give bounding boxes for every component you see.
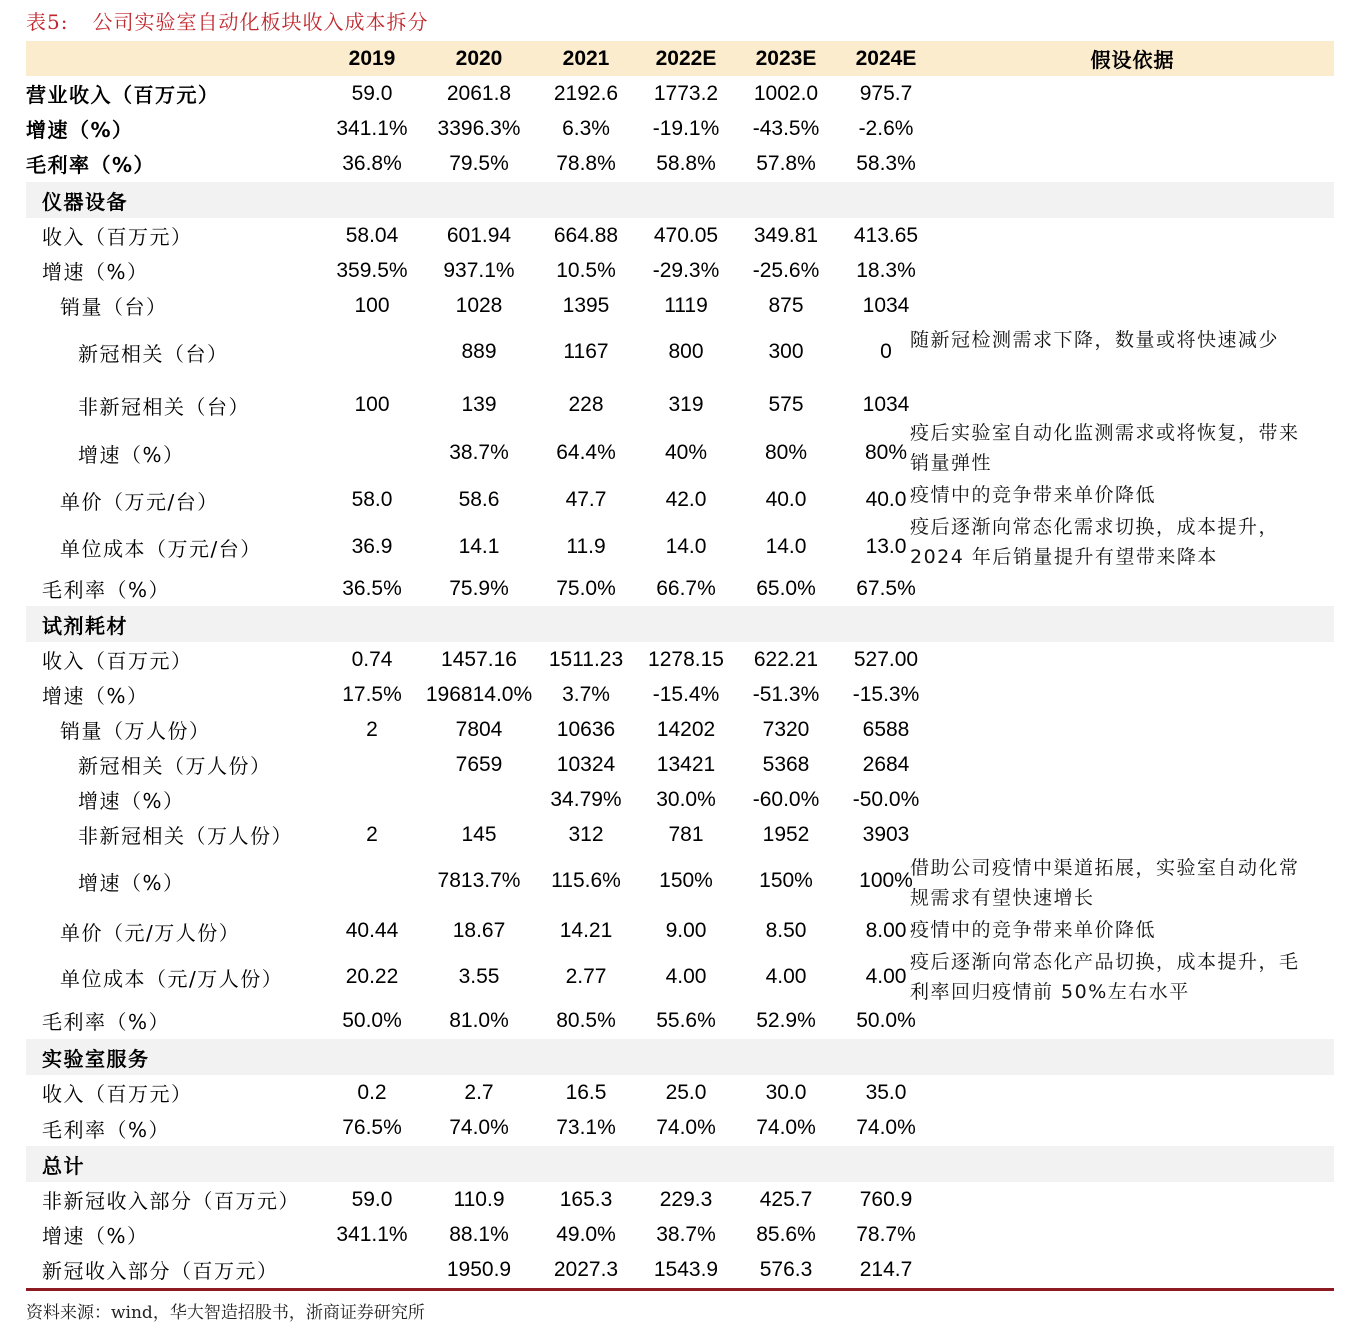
table-row	[26, 253, 1334, 288]
value-cell: 16.5	[565, 1080, 607, 1104]
value-cell: 349.81	[753, 223, 819, 247]
value-cell: 66.7%	[656, 576, 716, 600]
value-cell: 40.44	[345, 919, 399, 942]
section-header-row	[26, 182, 1334, 218]
value-cell: 1167	[563, 340, 609, 363]
value-cell: 0	[880, 340, 892, 363]
value-cell: 1034	[862, 393, 910, 416]
row-label: 增速（%）	[42, 1224, 149, 1248]
row-label: 毛利率（%）	[42, 1010, 171, 1034]
bottom-rule	[26, 1288, 1334, 1291]
value-cell: 3396.3%	[437, 116, 521, 140]
value-cell: 7804	[455, 717, 503, 741]
column-header: 2021	[562, 46, 610, 70]
value-cell: 312	[568, 822, 604, 846]
value-cell: 9.00	[665, 919, 707, 942]
value-cell	[320, 747, 424, 782]
value-cell: 1952	[762, 822, 810, 846]
section-header-row	[26, 606, 1334, 642]
value-cell: 4.00	[865, 965, 907, 988]
row-label: 新冠收入部分（百万元）	[42, 1259, 279, 1283]
section-header-row	[26, 1146, 1334, 1182]
value-cell: 57.8%	[756, 151, 816, 175]
value-cell: 67.5%	[856, 576, 916, 600]
value-cell: 81.0%	[449, 1008, 509, 1032]
value-cell: -43.5%	[752, 116, 820, 140]
value-cell: 576.3	[759, 1257, 813, 1281]
value-cell	[320, 429, 424, 477]
value-cell: -15.3%	[852, 682, 920, 706]
value-cell: 1543.9	[653, 1257, 719, 1281]
value-cell: 359.5%	[336, 258, 408, 282]
table-row	[26, 571, 1334, 606]
table-row	[26, 817, 1334, 852]
value-cell: 601.94	[446, 223, 512, 247]
value-cell: 58.8%	[656, 151, 716, 175]
value-cell: 1002.0	[753, 81, 819, 105]
column-header: 2023E	[755, 46, 817, 70]
value-cell: 40.0	[865, 488, 907, 511]
row-label: 单位成本（元/万人份）	[60, 966, 284, 991]
row-label: 单价（元/万人份）	[60, 920, 241, 945]
value-cell: 59.0	[351, 81, 393, 105]
value-cell: 14202	[656, 717, 716, 741]
row-label: 增速（%）	[78, 870, 185, 895]
row-label: 增速（%）	[78, 789, 185, 813]
value-cell: 76.5%	[342, 1116, 402, 1139]
value-cell: 18.67	[452, 919, 506, 942]
value-cell: 58.3%	[856, 151, 916, 175]
value-cell: 14.0	[665, 535, 707, 558]
table-row	[26, 1002, 1334, 1039]
row-label: 增速（%）	[42, 260, 149, 284]
value-cell: 6.3%	[562, 116, 610, 140]
value-cell: 800	[668, 340, 704, 363]
value-cell: 150%	[659, 869, 713, 892]
value-cell: 3.55	[458, 965, 500, 988]
header-row	[26, 41, 1334, 76]
value-cell: 1119	[664, 293, 708, 317]
table-row	[26, 712, 1334, 747]
value-cell: 229.3	[659, 1187, 713, 1211]
value-cell: 50.0%	[856, 1008, 916, 1032]
value-cell: 145	[461, 822, 497, 846]
section-label: 试剂耗材	[42, 613, 128, 638]
value-cell: 150%	[759, 869, 813, 892]
table-caption: 公司实验室自动化板块收入成本拆分	[92, 10, 429, 34]
value-cell: 139	[461, 393, 497, 416]
value-cell: 25.0	[665, 1080, 707, 1104]
value-cell: 975.7	[859, 81, 913, 105]
table-row	[26, 1252, 1334, 1287]
value-cell: 74.0%	[656, 1116, 716, 1139]
column-header: 2024E	[855, 46, 917, 70]
value-cell: 52.9%	[756, 1008, 816, 1032]
value-cell: 2061.8	[446, 81, 512, 105]
value-cell: 2192.6	[553, 81, 619, 105]
row-label: 营业收入（百万元）	[26, 83, 220, 107]
value-cell: 10636	[556, 717, 616, 741]
value-cell: -19.1%	[652, 116, 720, 140]
value-cell: -2.6%	[858, 116, 914, 140]
value-cell: 79.5%	[449, 151, 509, 175]
value-cell: -50.0%	[852, 787, 920, 811]
value-cell: 425.7	[759, 1187, 813, 1211]
row-label: 单位成本（万元/台）	[60, 536, 262, 561]
value-cell	[320, 323, 424, 381]
value-cell: 115.6%	[551, 869, 621, 892]
value-cell: 7659	[455, 752, 503, 776]
value-cell: 527.00	[853, 647, 919, 671]
value-cell: 165.3	[559, 1187, 613, 1211]
value-cell: 17.5%	[342, 682, 402, 706]
value-cell: 5368	[762, 752, 810, 776]
value-cell: 80.5%	[556, 1008, 616, 1032]
value-cell: 55.6%	[656, 1008, 716, 1032]
value-cell: 58.0	[351, 488, 393, 511]
value-cell: 14.1	[458, 535, 500, 558]
table-row	[26, 111, 1334, 146]
value-cell: 3903	[862, 822, 910, 846]
value-cell: 47.7	[565, 488, 607, 511]
value-cell: 30.0%	[656, 787, 716, 811]
row-label: 销量（台）	[60, 295, 168, 319]
note-reagent-cost: 疫后逐渐向常态化产品切换，成本提升，毛利率回归疫情前 50%左右水平	[910, 951, 1300, 1003]
value-cell	[320, 782, 424, 817]
row-label: 毛利率（%）	[42, 1117, 171, 1142]
row-label: 毛利率（%）	[42, 578, 171, 602]
value-cell: 100	[354, 393, 390, 416]
value-cell: 38.7%	[656, 1222, 716, 1246]
value-cell: 214.7	[859, 1257, 913, 1281]
value-cell: 196814.0%	[425, 682, 533, 706]
row-label: 收入（百万元）	[42, 225, 193, 249]
value-cell: 59.0	[351, 1187, 393, 1211]
value-cell: 3.7%	[562, 682, 610, 706]
value-cell: 0.2	[357, 1080, 387, 1104]
table-row	[26, 1217, 1334, 1252]
value-cell: 470.05	[653, 223, 719, 247]
value-cell: 50.0%	[342, 1008, 402, 1032]
value-cell: 38.7%	[449, 441, 509, 464]
table-row	[26, 146, 1334, 181]
table-title	[26, 6, 428, 35]
value-cell: 20.22	[345, 965, 399, 988]
value-cell: -51.3%	[752, 682, 820, 706]
value-cell: 78.8%	[556, 151, 616, 175]
value-cell: 42.0	[665, 488, 707, 511]
value-cell	[427, 782, 531, 817]
note-instrument-cost: 疫后逐渐向常态化需求切换，成本提升，2024 年后销量提升有望带来降本	[910, 516, 1280, 568]
row-label: 非新冠收入部分（百万元）	[42, 1189, 300, 1213]
value-cell: 2684	[862, 752, 910, 776]
value-cell: 8.50	[765, 919, 807, 942]
value-cell: 14.21	[559, 919, 613, 942]
value-cell: 622.21	[753, 647, 819, 671]
row-label: 新冠相关（万人份）	[78, 754, 272, 778]
value-cell: 80%	[864, 441, 908, 464]
table-row	[26, 677, 1334, 712]
value-cell: 8.00	[865, 919, 907, 942]
note-covid-units: 随新冠检测需求下降，数量或将快速减少	[910, 329, 1280, 351]
value-cell: 75.0%	[556, 576, 616, 600]
value-cell: 4.00	[765, 965, 807, 988]
value-cell: 10324	[556, 752, 616, 776]
value-cell: 1395	[562, 293, 610, 317]
value-cell: 88.1%	[449, 1222, 509, 1246]
table-row	[26, 1182, 1334, 1217]
value-cell: 575	[768, 393, 804, 416]
row-label: 单价（万元/台）	[60, 489, 219, 514]
value-cell: 413.65	[853, 223, 919, 247]
value-cell: 36.5%	[342, 576, 402, 600]
value-cell: 300	[768, 340, 804, 363]
section-label: 实验室服务	[42, 1046, 150, 1071]
value-cell: -25.6%	[752, 258, 820, 282]
value-cell: 2.77	[565, 965, 607, 988]
value-cell: 937.1%	[443, 258, 515, 282]
note-instrument-price: 疫情中的竞争带来单价降低	[910, 484, 1157, 506]
value-cell: 49.0%	[556, 1222, 616, 1246]
value-cell: -29.3%	[652, 258, 720, 282]
value-cell: -60.0%	[752, 787, 820, 811]
source-note: 资料来源：wind，华大智造招股书，浙商证券研究所	[26, 1303, 425, 1323]
value-cell: 74.0%	[856, 1116, 916, 1139]
value-cell: 2	[366, 717, 378, 741]
value-cell: 1511.23	[548, 647, 624, 671]
row-label: 增速（%）	[42, 684, 149, 708]
value-cell: 875	[768, 293, 804, 317]
table-row	[26, 782, 1334, 817]
note-noncovid-growth: 疫后实验室自动化监测需求或将恢复，带来销量弹性	[910, 422, 1300, 474]
value-cell: 2	[366, 822, 378, 846]
value-cell: 40.0	[765, 488, 807, 511]
value-cell: 36.9	[351, 535, 393, 558]
value-cell: 100	[354, 293, 390, 317]
value-cell: 65.0%	[756, 576, 816, 600]
value-cell: 14.0	[765, 535, 807, 558]
value-cell: 13421	[656, 752, 716, 776]
value-cell: 64.4%	[556, 441, 616, 464]
column-header: 2022E	[655, 46, 717, 70]
value-cell: 341.1%	[336, 116, 408, 140]
value-cell: 73.1%	[556, 1116, 616, 1139]
value-cell: 110.9	[453, 1187, 505, 1211]
table-row	[26, 747, 1334, 782]
value-cell: 58.6	[458, 488, 500, 511]
value-cell: 100%	[859, 869, 913, 892]
table-number: 表5:	[26, 10, 69, 34]
row-label: 销量（万人份）	[60, 719, 211, 743]
value-cell: 2.7	[464, 1080, 494, 1104]
value-cell: 1034	[862, 293, 910, 317]
row-label: 增速（%）	[26, 118, 134, 142]
value-cell: 35.0	[865, 1080, 907, 1104]
column-header: 2019	[348, 46, 396, 70]
row-label: 非新冠相关（万人份）	[78, 824, 293, 848]
row-label: 非新冠相关（台）	[78, 394, 250, 419]
value-cell: 889	[461, 340, 497, 363]
value-cell: 1028	[455, 293, 503, 317]
column-header: 2020	[455, 46, 503, 70]
value-cell: 30.0	[765, 1080, 807, 1104]
value-cell: 319	[668, 393, 704, 416]
row-label: 收入（百万元）	[42, 1082, 193, 1106]
value-cell: -15.4%	[652, 682, 720, 706]
section-label: 总计	[42, 1153, 85, 1178]
value-cell: 36.8%	[342, 151, 402, 175]
value-cell: 13.0	[865, 535, 907, 558]
value-cell	[320, 852, 424, 910]
row-label: 收入（百万元）	[42, 649, 193, 673]
basis-column-header: 假设依据	[1090, 48, 1175, 72]
value-cell: 11.9	[566, 535, 606, 558]
value-cell: 2027.3	[553, 1257, 619, 1281]
table-row	[26, 1110, 1334, 1146]
note-reagent-growth: 借助公司疫情中渠道拓展，实验室自动化常规需求有望快速增长	[910, 857, 1300, 909]
value-cell: 781	[668, 822, 704, 846]
value-cell: 10.5%	[556, 258, 616, 282]
table-row	[26, 642, 1334, 677]
value-cell: 75.9%	[449, 576, 509, 600]
section-label: 仪器设备	[42, 189, 128, 214]
value-cell: 80%	[764, 441, 808, 464]
value-cell: 1950.9	[446, 1257, 512, 1281]
value-cell: 74.0%	[756, 1116, 816, 1139]
value-cell: 341.1%	[336, 1222, 408, 1246]
table-row	[26, 76, 1334, 111]
table-row	[26, 218, 1334, 253]
value-cell: 7813.7%	[437, 869, 521, 892]
value-cell: 1773.2	[653, 81, 719, 105]
row-label: 增速（%）	[78, 442, 185, 467]
value-cell: 85.6%	[756, 1222, 816, 1246]
section-header-row	[26, 1039, 1334, 1075]
value-cell: 7320	[762, 717, 810, 741]
row-label: 毛利率（%）	[26, 153, 156, 177]
value-cell: 228	[568, 393, 604, 416]
note-reagent-price: 疫情中的竞争带来单价降低	[910, 919, 1157, 941]
value-cell: 18.3%	[856, 258, 916, 282]
value-cell: 58.04	[345, 223, 399, 247]
value-cell: 1278.15	[648, 647, 724, 671]
table-row	[26, 1075, 1334, 1110]
row-label: 新冠相关（台）	[78, 341, 229, 366]
value-cell: 4.00	[665, 965, 707, 988]
value-cell: 34.79%	[550, 787, 622, 811]
table-row	[26, 288, 1334, 323]
value-cell: 74.0%	[449, 1116, 509, 1139]
value-cell: 40%	[664, 441, 708, 464]
value-cell: 0.74	[351, 647, 393, 671]
value-cell: 664.88	[553, 223, 619, 247]
value-cell: 760.9	[859, 1187, 913, 1211]
value-cell: 78.7%	[856, 1222, 916, 1246]
value-cell: 6588	[862, 717, 910, 741]
value-cell: 1457.16	[441, 647, 517, 671]
value-cell	[320, 1252, 424, 1287]
